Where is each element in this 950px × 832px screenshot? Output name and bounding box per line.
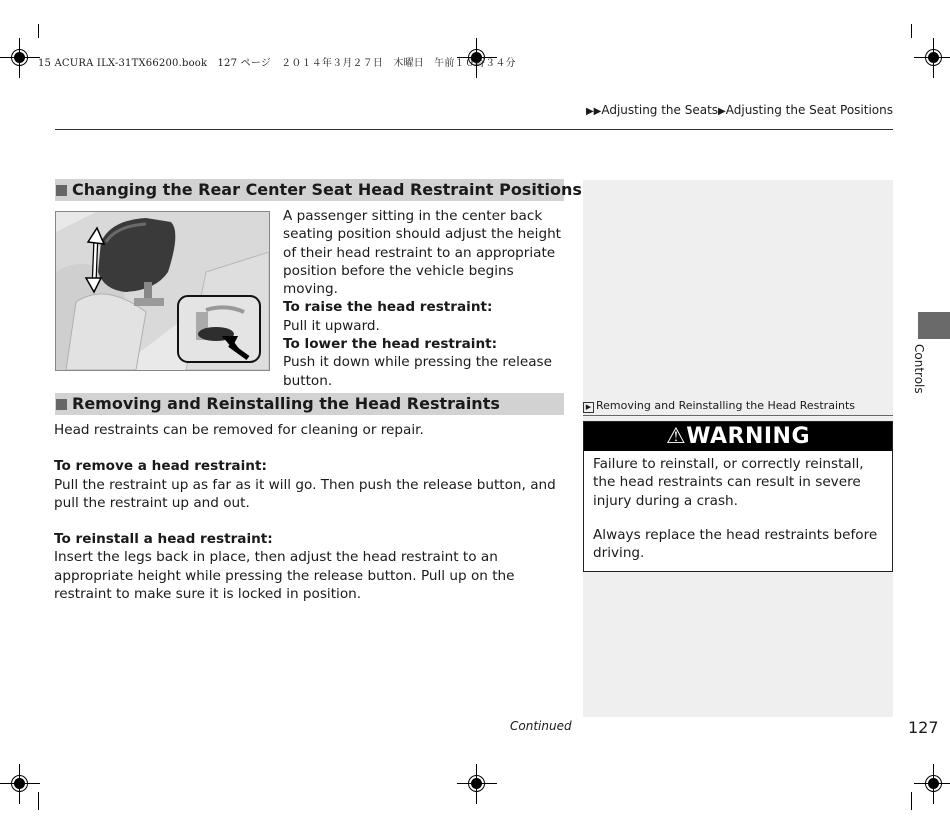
trim-line [911,24,912,38]
section-title-text: Removing and Reinstalling the Head Restraints [72,394,500,413]
page-number: 127 [908,718,939,737]
reinstall-text: Insert the legs back in place, then adjust the head restraint to an appropriate height while pressing the release button. Pull up on the restraint to make sure it is locked in position. [54,549,515,603]
chapter-tab-marker[interactable] [918,312,950,339]
warning-box [583,421,893,572]
double-triangle-right-icon: ▶▶ [585,106,602,117]
raise-text: Pull it upward. [283,317,380,334]
section-square-icon [56,399,67,410]
warning-paragraph-2: Always replace the head restraints before driving. [593,526,878,562]
remove-text: Pull the restraint up as far as it will go. Then push the release button, and pull the restraint up and out. [54,476,556,511]
section-square-icon [56,185,67,196]
lower-text: Push it down while pressing the release button. [283,354,552,389]
warning-header [584,422,892,451]
header-rule [55,129,893,130]
breadcrumb [586,103,893,117]
section-title-removing [55,393,564,415]
warning-body [584,451,892,562]
print-header-note: 15 ACURA ILX-31TX66200.book 127 ページ ２０１４年３月２７日 木曜日 午前１０時３４分 [38,58,516,69]
sidebar-note-title-text[interactable]: Removing and Reinstalling the Head Restraints [596,399,856,412]
section2-body [54,421,566,603]
chapter-tab-label[interactable]: Controls [912,344,926,394]
raise-heading: To raise the head restraint: [283,299,493,316]
breadcrumb-item-seats[interactable]: Adjusting the Seats [601,103,719,117]
section-title-rear-center [55,179,582,201]
breadcrumb-item-seat-positions[interactable]: Adjusting the Seat Positions [725,103,893,117]
triangle-right-icon: ▶ [718,106,726,117]
trim-line [38,24,39,38]
section-title-text: Changing the Rear Center Seat Head Restraint Positions [72,180,582,199]
section1-body [283,207,566,390]
section2-intro: Head restraints can be removed for cleaning or repair. [54,422,424,438]
head-restraint-illustration [55,211,270,371]
reference-triangle-icon: ▶ [583,402,594,413]
sidebar-note-title [583,399,893,416]
section1-intro: A passenger sitting in the center back seating position should adjust the height of their head restraint to an appropriate position before the vehicle begins moving. [283,208,562,298]
warning-label: WARNING [686,424,811,449]
continued-label: Continued [510,719,572,733]
trim-line [38,792,39,810]
warning-triangle-icon: ⚠ [665,424,687,449]
warning-paragraph-1: Failure to reinstall, or correctly reinstall, the head restraints can result in severe injury during a crash. [593,456,864,509]
lower-heading: To lower the head restraint: [283,336,498,353]
reinstall-heading: To reinstall a head restraint: [54,531,273,548]
trim-line [911,792,912,810]
remove-heading: To remove a head restraint: [54,458,267,475]
